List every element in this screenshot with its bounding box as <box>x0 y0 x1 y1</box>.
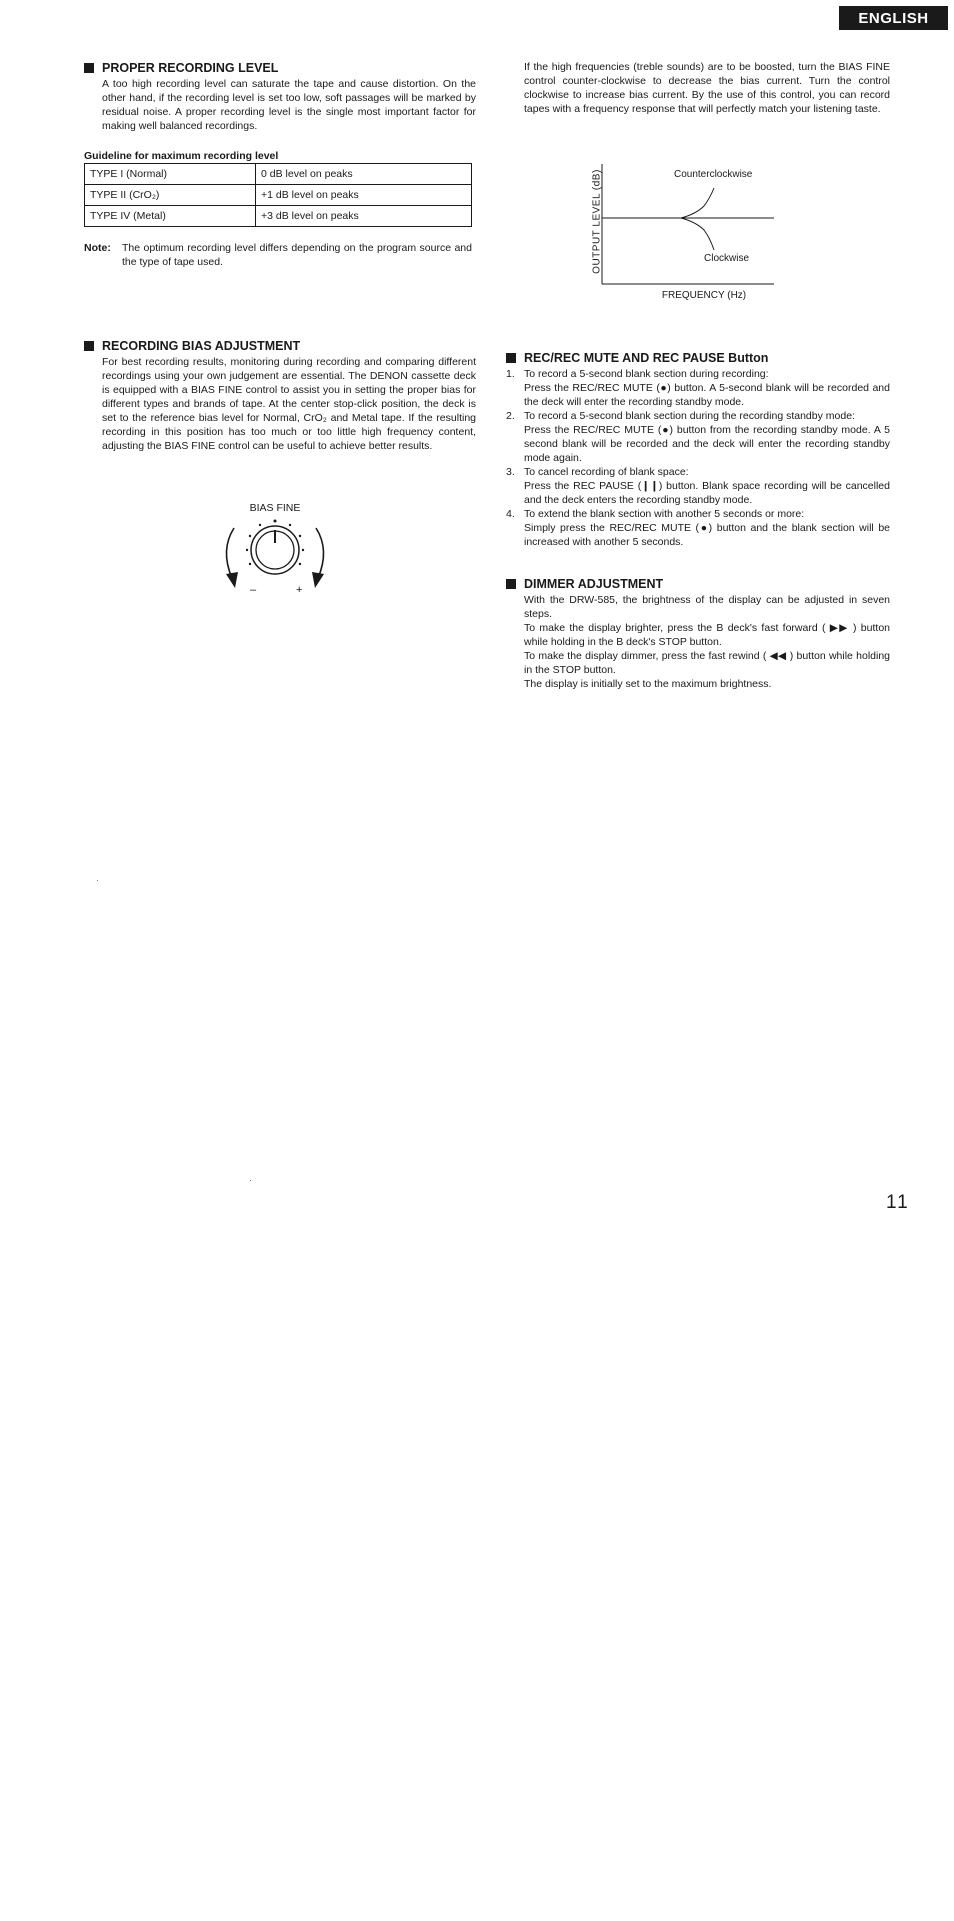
bias-adjustment-title: RECORDING BIAS ADJUSTMENT <box>102 339 301 353</box>
step-number: 4. <box>506 508 515 520</box>
proper-recording-level-body: A too high recording level can saturate the tape and cause distortion. On the other hand, if the recording level is set too low, soft passages will be marked by residual noise. A proper recording level is the single most important factor for making well balanced recordings. <box>102 78 476 132</box>
bias-response-graph <box>584 160 804 310</box>
step-lead: To record a 5-second blank section during the recording standby mode: <box>524 410 855 422</box>
step-lead: To record a 5-second blank section during recording: <box>524 368 769 380</box>
rec-mute-title: REC/REC MUTE AND REC PAUSE Button <box>524 351 769 365</box>
speck <box>250 1180 251 1181</box>
list-item <box>506 409 890 465</box>
language-tab: ENGLISH <box>839 6 948 30</box>
bullet-square-icon <box>84 63 94 73</box>
proper-recording-level-title: PROPER RECORDING LEVEL <box>102 61 279 75</box>
clockwise-label: Clockwise <box>704 253 750 264</box>
step-text: Press the REC/REC MUTE (●) button from the recording standby mode. A 5 second blank will be recorded and the deck will enter the recording standby mode again. <box>524 424 890 464</box>
bias-fine-label: BIAS FINE <box>249 502 301 514</box>
level-cell: +3 dB level on peaks <box>256 206 472 227</box>
section-heading <box>84 60 476 76</box>
level-cell: +1 dB level on peaks <box>256 185 472 206</box>
note-label: Note: <box>84 242 111 254</box>
step-number: 3. <box>506 466 515 478</box>
section-heading <box>506 350 890 366</box>
dimmer-line: The display is initially set to the maximum brightness. <box>524 678 772 690</box>
tape-type-cell: TYPE II (CrO₂) <box>85 185 256 206</box>
section-heading <box>84 338 476 354</box>
minus-label: – <box>250 584 257 596</box>
dimmer-line: To make the display dimmer, press the fast rewind ( ◀◀ ) button while holding in the STOP button. <box>524 650 890 676</box>
step-number: 1. <box>506 368 515 380</box>
bullet-square-icon <box>84 341 94 351</box>
high-frequency-body: If the high frequencies (treble sounds) are to be boosted, turn the BIAS FINE control counter-clockwise to decrease the bias current. Turn the control clockwise to increase bias current. By the use of this control, you can record tapes with a frequency response that will perfectly match your listening taste. <box>524 61 890 115</box>
step-text: Press the REC/REC MUTE (●) button. A 5-second blank will be recorded and the deck will enter the recording standby mode. <box>524 382 890 408</box>
graph-xlabel: FREQUENCY (Hz) <box>661 290 747 301</box>
step-lead: To extend the blank section with another 5 seconds or more: <box>524 508 805 520</box>
table-row <box>85 185 472 206</box>
tape-type-cell: TYPE IV (Metal) <box>85 206 256 227</box>
table-row <box>85 164 472 185</box>
step-number: 2. <box>506 410 515 422</box>
tape-type-cell: TYPE I (Normal) <box>85 164 256 185</box>
bullet-square-icon <box>506 579 516 589</box>
knob-icon <box>210 498 340 608</box>
step-text: Press the REC PAUSE (❙❙) button. Blank space recording will be cancelled and the deck enters the recording standby mode. <box>524 480 890 506</box>
table-row <box>85 206 472 227</box>
guideline-title: Guideline for maximum recording level <box>84 150 279 162</box>
response-curve-graph <box>584 160 804 310</box>
bias-fine-knob-illustration <box>210 498 340 608</box>
bullet-square-icon <box>506 353 516 363</box>
proper-recording-level-section <box>84 60 476 269</box>
note-text: The optimum recording level differs depending on the program source and the type of tape used. <box>122 242 472 268</box>
list-item <box>506 507 890 549</box>
list-item <box>506 465 890 507</box>
level-cell: 0 dB level on peaks <box>256 164 472 185</box>
page-number: 11 <box>886 1192 910 1213</box>
bias-adjustment-body: For best recording results, monitoring during recording and comparing different recordings using your own judgement are essential. The DENON cassette deck is equipped with a BIAS FINE control to assist you in setting the proper bias for different types and brands of tape. At the center stop-click position, the deck is set to the reference bias level for Normal, CrO₂ and Metal tape. If the resulting recording in this position has too much or too little high frequency content, adjusting the BIAS FINE control can be useful to achieve better results. <box>102 356 476 452</box>
high-frequency-section <box>524 60 890 116</box>
rec-mute-steps <box>506 367 890 549</box>
section-heading <box>506 576 890 592</box>
step-text: Simply press the REC/REC MUTE (●) button and the blank section will be increased with another 5 seconds. <box>524 522 890 548</box>
recording-level-table <box>84 163 472 227</box>
note <box>84 241 472 269</box>
dimmer-line: With the DRW-585, the brightness of the display can be adjusted in seven steps. <box>524 594 890 620</box>
graph-ylabel: OUTPUT LEVEL (dB) <box>591 169 603 274</box>
list-item <box>506 367 890 409</box>
bias-adjustment-section <box>84 338 476 453</box>
rec-mute-section <box>506 350 890 549</box>
dimmer-line: To make the display brighter, press the B deck's fast forward ( ▶▶ ) button while holding in the B deck's STOP button. <box>524 622 890 648</box>
plus-label: + <box>296 584 303 596</box>
dimmer-section <box>506 576 890 691</box>
counterclockwise-label: Counterclockwise <box>674 169 753 180</box>
dimmer-title: DIMMER ADJUSTMENT <box>524 577 664 591</box>
step-lead: To cancel recording of blank space: <box>524 466 689 478</box>
speck <box>97 880 98 881</box>
dimmer-body <box>506 593 890 691</box>
